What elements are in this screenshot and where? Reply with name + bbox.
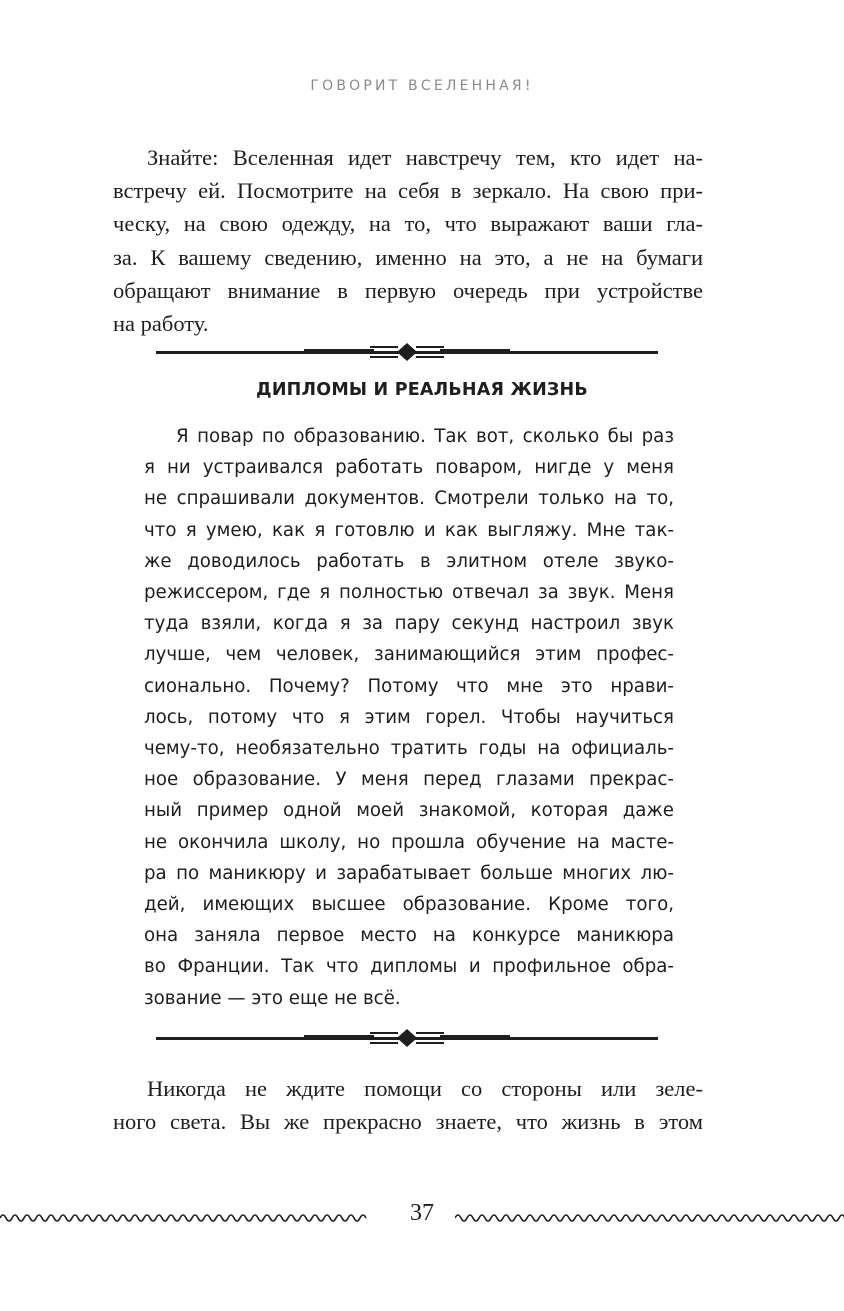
intro-line: ческу, на свою одежду, на то, что выражают ваши гла- <box>113 211 703 237</box>
sidebar-paragraph <box>144 421 674 1014</box>
page-number: 37 <box>410 1200 434 1226</box>
sidebar-line: не окончила школу, но прошла обучение на масте- <box>144 831 674 853</box>
intro-line: обращают внимание в первую очередь при устройстве <box>113 277 703 303</box>
sidebar-line: туда взяли, когда я за пару секунд настроил звук <box>144 613 674 635</box>
sidebar-line: чему-то, необязательно тратить годы на официаль- <box>144 738 674 760</box>
sidebar-line: режиссером, где я полностью отвечал за звук. Меня <box>144 582 674 604</box>
sidebar-line: сионально. Почему? Потому что мне это нрави- <box>144 675 674 697</box>
intro-line: встречу ей. Посмотрите на себя в зеркало. На свою при- <box>113 178 703 204</box>
sidebar-line: зование — это еще не всё. <box>144 987 401 1009</box>
sidebar-line: лучше, чем человек, занимающийся этим профес- <box>144 644 674 666</box>
sidebar-line: ное образование. У меня перед глазами прекрас- <box>144 769 674 791</box>
sidebar-line: лось, потому что я этим горел. Чтобы научиться <box>144 706 674 728</box>
closing-paragraph <box>113 1072 703 1138</box>
sidebar-line: ра по маникюру и зарабатывает больше многих лю- <box>144 862 674 884</box>
sidebar-line: во Франции. Так что дипломы и профильное обра- <box>144 956 674 978</box>
decorative-squiggle-right <box>455 1210 844 1226</box>
sidebar-title: ДИПЛОМЫ И РЕАЛЬНАЯ ЖИЗНЬ <box>256 380 588 400</box>
sidebar-line: не спрашивали документов. Смотрели только на то, <box>144 488 674 510</box>
sidebar-line: Я повар по образованию. Так вот, сколько бы раз <box>176 426 674 447</box>
sidebar-line: она заняла первое место на конкурсе маникюра <box>144 925 674 947</box>
intro-line: Знайте: Вселенная идет навстречу тем, кто идет на- <box>147 145 703 170</box>
intro-line: за. К вашему сведению, именно на это, а не на бумаги <box>113 244 703 270</box>
closing-line: Никогда не ждите помощи со стороны или зеле- <box>147 1076 703 1101</box>
running-head: ГОВОРИТ ВСЕЛЕННАЯ! <box>310 78 534 94</box>
sidebar-line: дей, имеющих высшее образование. Кроме того, <box>144 894 674 916</box>
ornamental-divider-top <box>156 342 658 362</box>
sidebar-line: же доводилось работать в элитном отеле звуко- <box>144 550 674 572</box>
intro-paragraph <box>113 141 703 340</box>
sidebar-line: что я умею, как я готовлю и как выгляжу. Мне так- <box>144 519 674 541</box>
closing-line: ного света. Вы же прекрасно знаете, что жизнь в этом <box>113 1109 703 1135</box>
sidebar-line: я ни устраивался работать поваром, нигде у меня <box>144 457 674 479</box>
sidebar-line: ный пример одной моей знакомой, которая даже <box>144 800 674 822</box>
ornamental-divider-bottom <box>156 1028 658 1048</box>
intro-line: на работу. <box>113 311 209 337</box>
